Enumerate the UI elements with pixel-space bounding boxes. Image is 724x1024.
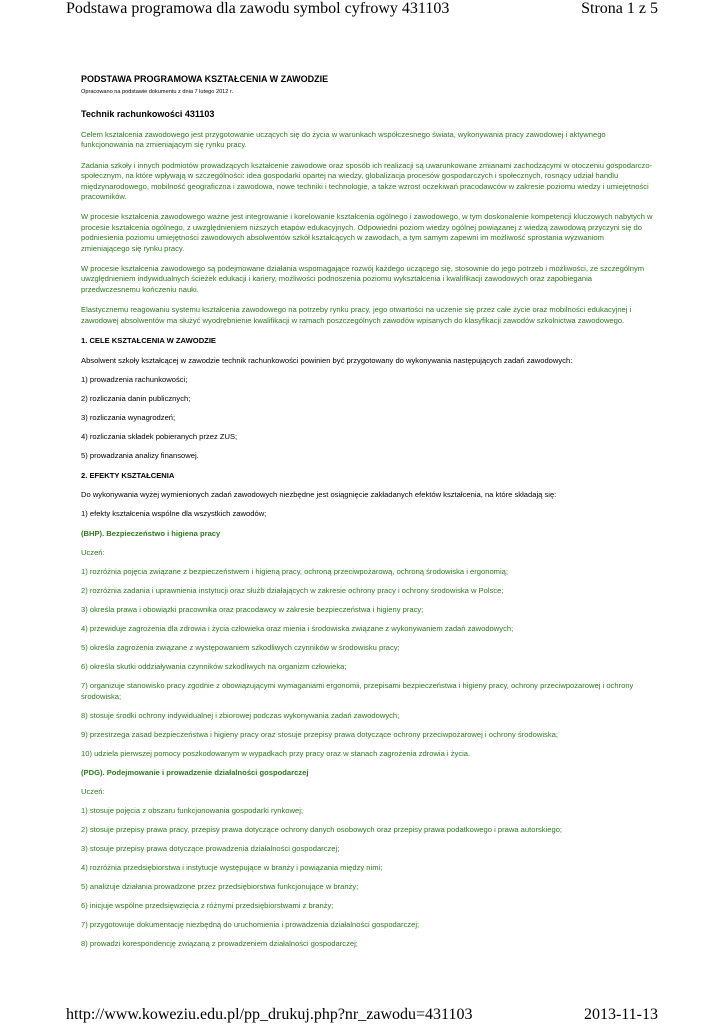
bhp-heading: (BHP). Bezpieczeństwo i higiena pracy	[81, 528, 221, 538]
doc-title: PODSTAWA PROGRAMOWA KSZTAŁCENIA W ZAWODZIE	[81, 74, 329, 84]
bhp-item: 1) rozróżnia pojęcia związane z bezpieczeństwem i higieną pracy, ochroną przeciwpożarową, ochroną środowiska i ergonomią;	[81, 567, 509, 577]
intro-paragraph: Elastycznemu reagowaniu systemu kształcenia zawodowego na potrzeby rynku pracy, jego otwartości na uczenie się przez całe życie oraz mobilności edukacyjnej i zawodowej absolwentów ma służyć wyodrębnienie kwalifikacji w ramach poszczególnych zawodów wpisanych do klasyfikacji zawodów szkolnictwa zawodowego.	[81, 305, 632, 325]
intro-paragraph: Celem kształcenia zawodowego jest przygotowanie uczących się do życia w warunkach współczesnego świata, wykonywania pracy zawodowej i aktywnego funkcjonowania na zmieniającym się rynku pracy.	[81, 130, 606, 150]
document-body	[81, 74, 653, 950]
list-item: 1) efekty kształcenia wspólne dla wszystkich zawodów;	[81, 509, 267, 519]
bhp-lead: Uczeń:	[81, 548, 105, 558]
job-title: Technik rachunkowości 431103	[81, 109, 215, 119]
section-1-title: 1. CELE KSZTAŁCENIA W ZAWODZIE	[81, 336, 216, 346]
bhp-item: 3) określa prawa i obowiązki pracownika oraz pracodawcy w zakresie bezpieczeństwa i higieny pracy;	[81, 605, 424, 615]
pdg-heading: (PDG). Podejmowanie i prowadzenie działalności gospodarczej	[81, 767, 309, 777]
bhp-item: 10) udziela pierwszej pomocy poszkodowanym w wypadkach przy pracy oraz w stanach zagrożenia zdrowia i życia.	[81, 748, 471, 758]
pdg-item: 8) prowadzi korespondencję związaną z prowadzeniem działalności gospodarczej;	[81, 939, 358, 949]
bhp-item: 6) określa skutki oddziaływania czynników szkodliwych na organizm człowieka;	[81, 662, 347, 672]
bhp-item: 8) stosuje środki ochrony indywidualnej i zbiorowej podczas wykonywania zadań zawodowych;	[81, 710, 400, 720]
doc-subtitle: Opracowano na podstawie dokumentu z dnia 7 lutego 2012 r.	[81, 89, 234, 95]
bhp-item: 4) przewiduje zagrożenia dla zdrowia i życia człowieka oraz mienia i środowiska związane z wykonywaniem zadań zawodowych;	[81, 624, 514, 634]
bhp-item: 5) określa zagrożenia związane z występowaniem szkodliwych czynników w środowisku pracy;	[81, 643, 400, 653]
pdg-item: 5) analizuje działania prowadzone przez przedsiębiorstwa funkcjonujące w branży;	[81, 882, 359, 892]
intro-paragraph: W procesie kształcenia zawodowego są podejmowane działania wspomagające rozwój każdego uczącego się, stosownie do jego potrzeb i możliwości, ze szczególnym uwzględnieniem indywidualnych ścieżek edukacji i kariery, możliwości podnoszenia poziomu wykształcenia i kwalifikacji zawodowych oraz zapobiegania przedwczesnemu kończeniu nauki.	[81, 264, 645, 294]
header-title: Podstawa programowa dla zawodu symbol cyfrowy 431103	[66, 0, 450, 17]
list-item: 3) rozliczania wynagrodzeń;	[81, 412, 176, 422]
bhp-item: 9) przestrzega zasad bezpieczeństwa i higieny pracy oraz stosuje przepisy prawa dotyczące ochrony przeciwpożarowej i ochrony środowiska;	[81, 729, 558, 739]
pdg-item: 3) stosuje przepisy prawa dotyczące prowadzenia działalności gospodarczej;	[81, 844, 340, 854]
footer-date: 2013-11-13	[583, 1006, 658, 1023]
header-page-number: Strona 1 z 5	[581, 0, 658, 17]
list-item: 4) rozliczania składek pobieranych przez ZUS;	[81, 431, 238, 441]
pdg-lead: Uczeń:	[81, 787, 105, 797]
bhp-item: 7) organizuje stanowisko pracy zgodnie z obowiązującymi wymaganiami ergonomii, przepisami bezpieczeństwa i higieny pracy, ochrony przeciwpożarowej i ochrony środowiska;	[81, 681, 634, 701]
intro-paragraph: Zadania szkoły i innych podmiotów prowadzących kształcenie zawodowe oraz sposób ich realizacji są uwarunkowane zmianami zachodzącymi w otoczeniu gospodarczo-społecznym, na które wpływają w szczególności: idea gospodarki opartej na wiedzy, globalizacja procesów gospodarczych i społecznych, rosnący udział handlu międzynarodowego, mobilność geograficzna i zawodowa, nowe techniki i technologie, a także wzrost oczekiwań pracodawców w zakresie poziomu wiedzy i umiejętności pracowników.	[81, 160, 653, 202]
intro-section	[81, 130, 653, 326]
page-header	[66, 0, 658, 18]
pdg-item: 7) przygotowuje dokumentację niezbędną do uruchomienia i prowadzenia działalności gospodarczej;	[81, 920, 420, 930]
page-footer	[66, 1006, 658, 1024]
section-2-lead: Do wykonywania wyżej wymienionych zadań zawodowych niezbędne jest osiągnięcie zakładanych efektów kształcenia, na które składają się:	[81, 490, 557, 500]
pdg-item: 4) rozróżnia przedsiębiorstwa i instytucje występujące w branży i powiązania między nimi;	[81, 863, 383, 873]
intro-paragraph: W procesie kształcenia zawodowego ważne jest integrowanie i korelowanie kształcenia ogólnego i zawodowego, w tym doskonalenie kompetencji kluczowych nabytych w procesie kształcenia ogólnego, z uwzględnieniem niższych etapów edukacyjnych. Odpowiedni poziom wiedzy ogólnej powiązanej z wiedzą zawodową przyczyni się do podniesienia poziomu umiejętności zawodowych absolwentów szkół kształcących w zawodach, a tym samym zapewni im możliwość sprostania wyzwaniom zmieniającego się rynku pracy.	[81, 212, 653, 253]
pdg-item: 2) stosuje przepisy prawa pracy, przepisy prawa dotyczące ochrony danych osobowych oraz przepisy prawa podatkowego i prawa autorskiego;	[81, 825, 563, 835]
pdg-item: 1) stosuje pojęcia z obszaru funkcjonowania gospodarki rynkowej;	[81, 806, 304, 816]
bhp-item: 2) rozróżnia zadania i uprawnienia instytucji oraz służb działających w zakresie ochrony pracy i ochrony środowiska w Polsce;	[81, 586, 504, 596]
list-item: 2) rozliczania danin publicznych;	[81, 393, 191, 403]
pdg-item: 6) inicjuje wspólne przedsięwzięcia z różnymi przedsiębiorstwami z branży;	[81, 901, 334, 911]
section-2-title: 2. EFEKTY KSZTAŁCENIA	[81, 470, 175, 480]
list-item: 5) prowadzania analizy finansowej.	[81, 450, 199, 460]
list-item: 1) prowadzenia rachunkowości;	[81, 374, 188, 384]
footer-url: http://www.koweziu.edu.pl/pp_drukuj.php?nr_zawodu=431103	[66, 1006, 473, 1023]
section-1-lead: Absolwent szkoły kształcącej w zawodzie technik rachunkowości powinien być przygotowany do wykonywania następujących zadań zawodowych:	[81, 355, 573, 365]
